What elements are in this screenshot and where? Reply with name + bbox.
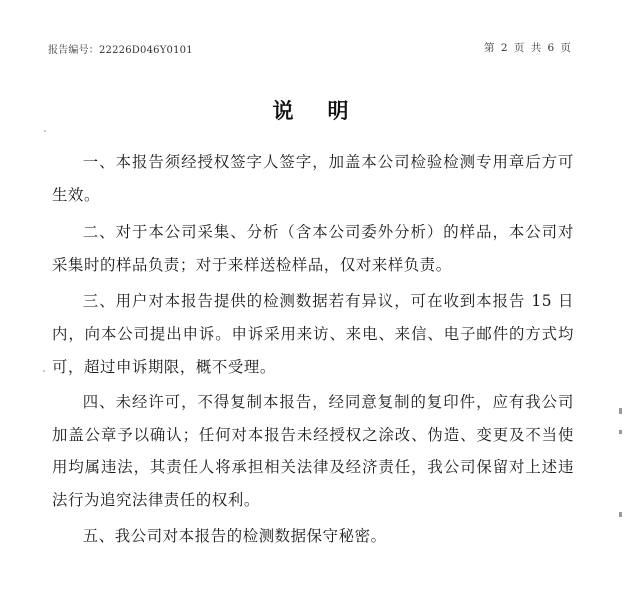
scan-speck xyxy=(43,370,45,372)
scan-edge-mark xyxy=(619,430,622,434)
scan-edge-mark xyxy=(619,512,622,517)
instructions-body xyxy=(52,146,574,552)
report-number: 报告编号：22226D046Y0101 xyxy=(48,45,193,56)
instruction-paragraph-3: 三、用户对本报告提供的检测数据若有异议，可在收到本报告 15 日内，向本公司提出申诉。申诉采用来访、来电、来信、电子邮件的方式均可，超过申诉期限，概不受理。 xyxy=(52,292,574,376)
scan-edge-mark xyxy=(619,408,622,414)
page-title: 说明 xyxy=(272,98,383,123)
instruction-paragraph-1: 一、本报告须经授权签字人签字，加盖本公司检验检测专用章后方可生效。 xyxy=(52,153,574,204)
instruction-paragraph-4: 四、未经许可，不得复制本报告，经同意复制的复印件，应有我公司加盖公章予以确认；任何对本报告未经授权之涂改、伪造、变更及不当使用均属违法，其责任人将承担相关法律及经济责任，我公司保留对上述违法行为追究法律责任的权利。 xyxy=(52,393,574,509)
scan-speck xyxy=(44,130,46,132)
page-indicator: 第 2 页 共 6 页 xyxy=(484,42,572,54)
instruction-paragraph-2: 二、对于本公司采集、分析（含本公司委外分析）的样品，本公司对采集时的样品负责；对于来样送检样品，仅对来样负责。 xyxy=(52,223,574,274)
instruction-paragraph-5: 五、我公司对本报告的检测数据保守秘密。 xyxy=(82,526,387,545)
